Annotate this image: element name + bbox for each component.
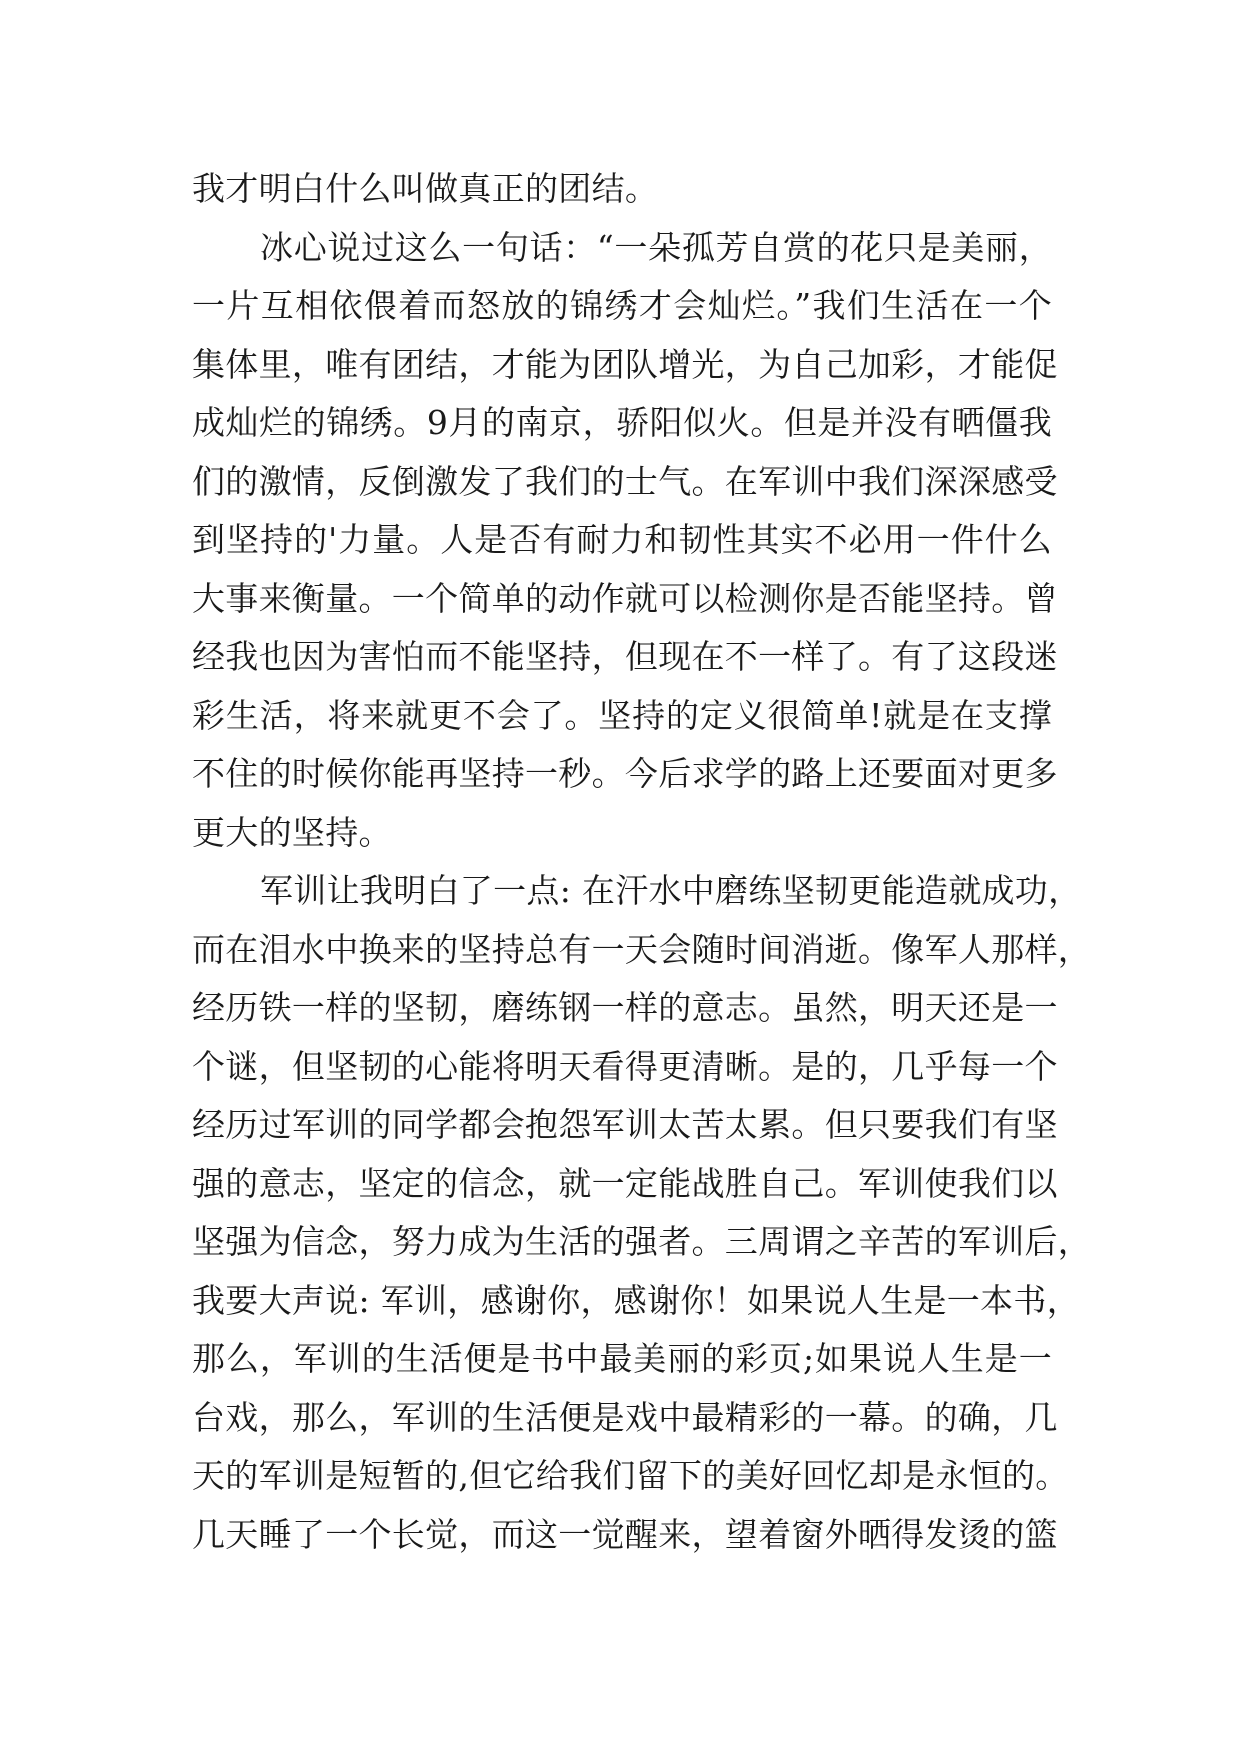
text-line: 到坚持的'力量。人是否有耐力和韧性其实不必用一件什么	[192, 520, 1052, 559]
text-line: 更大的坚持。	[192, 812, 392, 852]
text-line: 成灿烂的锦绣。9月的南京，骄阳似火。但是并没有晒僵我	[192, 403, 1052, 442]
text-line: 那么，军训的生活便是书中最美丽的彩页;如果说人生是一	[192, 1339, 1052, 1378]
text-line: 天的军训是短暂的,但它给我们留下的美好回忆却是永恒的。	[192, 1456, 1069, 1495]
text-line: 而在泪水中换来的坚持总有一天会随时间消逝。像军人那样，	[192, 929, 1092, 969]
paragraph-first-line: 冰心说过这么一句话：“一朵孤芳自赏的花只是美丽，	[260, 227, 1052, 267]
text-line: 强的意志，坚定的信念，就一定能战胜自己。军训使我们以	[192, 1163, 1058, 1203]
text-line: 个谜，但坚韧的心能将明天看得更清晰。是的，几乎每一个	[192, 1046, 1058, 1086]
text-line: 经历铁一样的坚韧，磨练钢一样的意志。虽然，明天还是一	[192, 988, 1058, 1027]
text-line: 台戏，那么，军训的生活便是戏中最精彩的一幕。的确，几	[192, 1397, 1058, 1437]
body-text	[192, 160, 1092, 1564]
text-line: 一片互相依偎着而怒放的锦绣才会灿烂。”我们生活在一个	[192, 286, 1052, 325]
text-line: 们的激情，反倒激发了我们的士气。在军训中我们深深感受	[192, 461, 1058, 501]
text-line: 经我也因为害怕而不能坚持，但现在不一样了。有了这段迷	[192, 637, 1058, 676]
text-line: 不住的时候你能再坚持一秒。今后求学的路上还要面对更多	[192, 754, 1058, 793]
text-line: 彩生活，将来就更不会了。坚持的定义很简单!就是在支撑	[192, 695, 1052, 735]
text-line: 几天睡了一个长觉，而这一觉醒来，望着窗外晒得发烫的篮	[192, 1514, 1058, 1554]
text-line: 集体里，唯有团结，才能为团队增光，为自己加彩，才能促	[192, 344, 1058, 384]
text-line: 我要大声说: 军训，感谢你，感谢你！如果说人生是一本书，	[192, 1280, 1081, 1320]
text-line: 我才明白什么叫做真正的团结。	[192, 169, 659, 208]
text-line: 坚强为信念，努力成为生活的强者。三周谓之辛苦的军训后，	[192, 1222, 1092, 1261]
text-line: 大事来衡量。一个简单的动作就可以检测你是否能坚持。曾	[192, 578, 1058, 618]
text-line: 经历过军训的同学都会抱怨军训太苦太累。但只要我们有坚	[192, 1105, 1058, 1144]
paragraph-first-line: 军训让我明白了一点: 在汗水中磨练坚韧更能造就成功，	[260, 871, 1082, 910]
